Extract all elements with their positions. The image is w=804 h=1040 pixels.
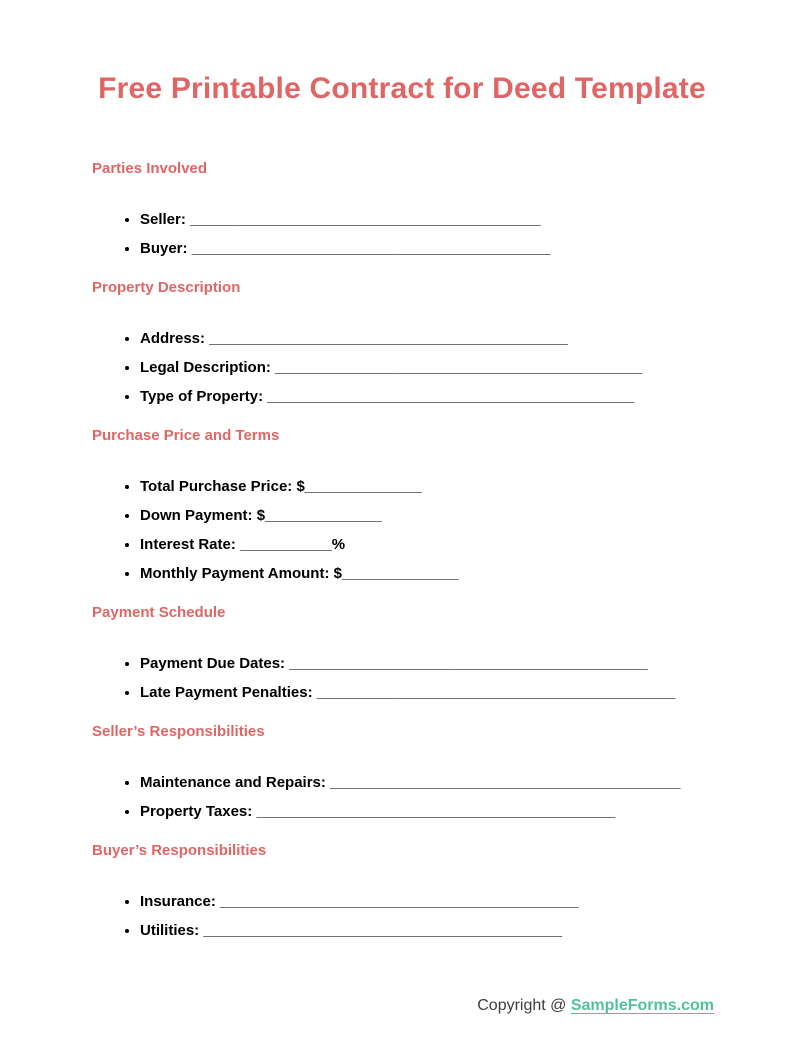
fill-in-blank: ___________________________________________ <box>220 893 579 910</box>
section-item-list <box>92 887 712 945</box>
form-field-row <box>140 382 712 411</box>
fill-in-blank: ___________________________________________ <box>203 922 563 939</box>
field-label: Payment Due Dates: <box>140 655 290 672</box>
brand-link[interactable]: SampleForms.com <box>570 997 714 1014</box>
field-label: Monthly Payment Amount: <box>140 565 334 582</box>
form-field-row <box>140 559 712 588</box>
section-item-list <box>92 324 712 411</box>
currency-prefix: $ <box>296 478 305 495</box>
contract-section <box>92 723 712 826</box>
form-field-row <box>140 887 712 916</box>
field-label: Property Taxes: <box>140 803 257 820</box>
field-label: Address: <box>140 330 210 347</box>
section-item-list <box>92 649 712 707</box>
field-label: Type of Property: <box>140 388 268 405</box>
fill-in-blank: ___________________________________________ <box>256 803 616 820</box>
field-label: Buyer: <box>140 240 192 257</box>
section-heading: Buyer’s Responsibilities <box>92 842 267 859</box>
fill-in-blank: ___________ <box>240 536 332 553</box>
form-field-row <box>140 472 712 501</box>
form-field-row <box>140 353 712 382</box>
section-item-list <box>92 205 712 263</box>
form-field-row <box>140 501 712 530</box>
section-item-list <box>92 768 712 826</box>
fill-in-blank: ______________ <box>265 507 382 524</box>
field-label: Interest Rate: <box>140 536 241 553</box>
currency-prefix: $ <box>333 565 342 582</box>
contract-section <box>92 842 712 945</box>
fill-in-blank: ______________ <box>304 478 422 495</box>
form-field-row <box>140 530 712 559</box>
section-item-list <box>92 472 712 588</box>
form-field-row <box>140 324 712 353</box>
field-label: Legal Description: <box>140 359 276 376</box>
contract-section <box>92 427 712 588</box>
field-label: Maintenance and Repairs: <box>140 774 331 791</box>
fill-in-blank: __________________________________________ <box>190 211 541 228</box>
fill-in-blank: ____________________________________________ <box>267 388 635 405</box>
field-label: Seller: <box>140 211 191 228</box>
page-title: Free Printable Contract for Deed Template <box>98 72 706 105</box>
fill-in-blank: ___________________________________________ <box>191 240 551 257</box>
section-heading: Purchase Price and Terms <box>92 427 280 444</box>
section-heading: Parties Involved <box>92 160 208 177</box>
section-heading: Seller’s Responsibilities <box>92 723 265 740</box>
field-label: Total Purchase Price: <box>140 478 297 495</box>
form-field-row <box>140 649 712 678</box>
section-heading: Payment Schedule <box>92 604 226 621</box>
copyright-text: Copyright @ <box>477 997 571 1014</box>
form-field-row <box>140 234 712 263</box>
fill-in-blank: ______________ <box>341 565 459 582</box>
field-label: Utilities: <box>140 922 204 939</box>
field-label: Late Payment Penalties: <box>140 684 317 701</box>
form-field-row <box>140 678 712 707</box>
fill-in-blank: __________________________________________ <box>330 774 681 791</box>
percent-suffix: % <box>331 536 346 553</box>
fill-in-blank: ___________________________________________ <box>289 655 648 672</box>
sections-container <box>92 160 712 945</box>
field-label: Down Payment: <box>140 507 257 524</box>
form-field-row <box>140 797 712 826</box>
form-field-row <box>140 916 712 945</box>
footer <box>477 996 714 1016</box>
fill-in-blank: ___________________________________________ <box>209 330 568 347</box>
contract-section <box>92 279 712 411</box>
form-field-row <box>140 768 712 797</box>
section-heading: Property Description <box>92 279 241 296</box>
field-label: Insurance: <box>140 893 221 910</box>
form-field-row <box>140 205 712 234</box>
contract-section <box>92 604 712 707</box>
fill-in-blank: ____________________________________________ <box>275 359 643 376</box>
currency-prefix: $ <box>256 507 266 524</box>
fill-in-blank: ___________________________________________ <box>316 684 676 701</box>
contract-section <box>92 160 712 263</box>
